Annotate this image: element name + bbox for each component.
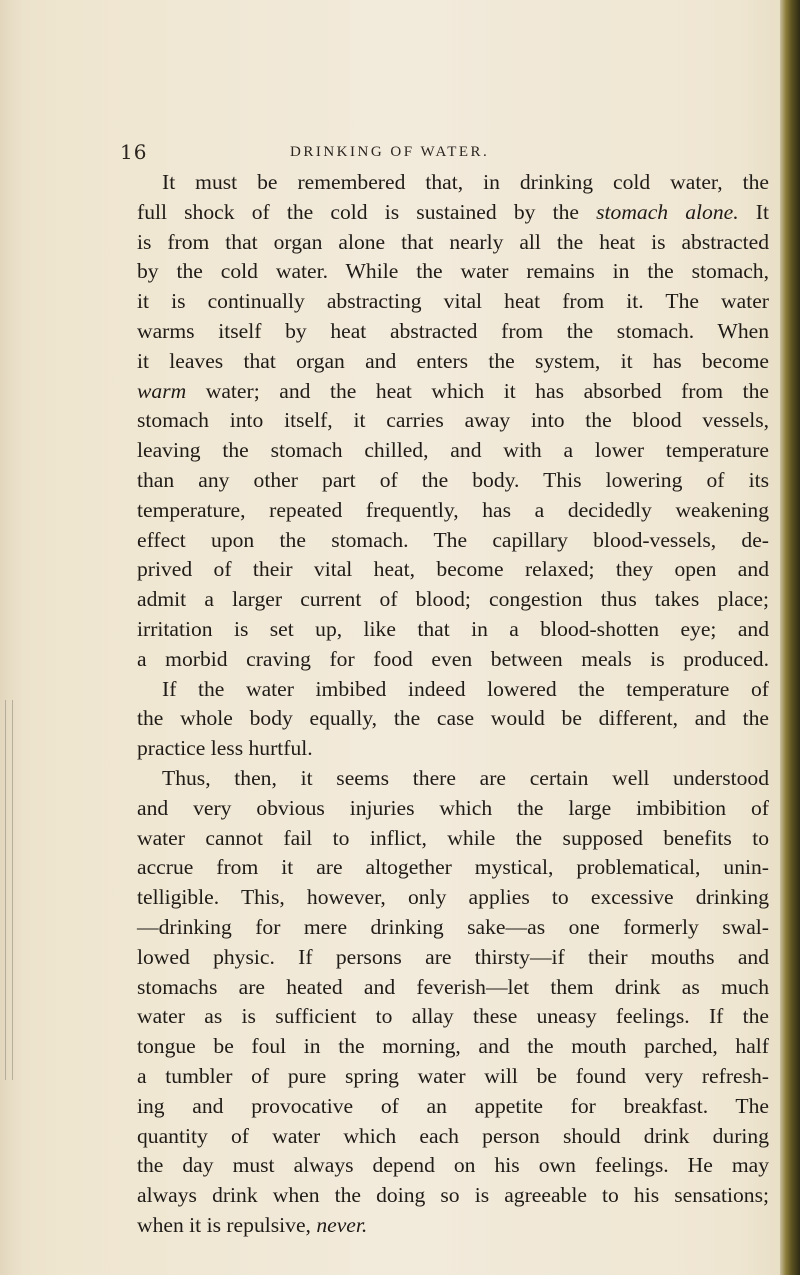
text-line: the whole body equally, the case would be different, and the bbox=[137, 706, 769, 731]
text-line: always drink when the doing so is agreeable to his sensations; bbox=[137, 1183, 769, 1208]
text-line: It must be remembered that, in drinking cold water, the bbox=[162, 170, 769, 194]
text-line: —drinking for mere drinking sake—as one formerly swal- bbox=[137, 914, 769, 939]
text-line: If the water imbibed indeed lowered the temperature of bbox=[162, 676, 769, 701]
edge-line bbox=[5, 700, 6, 1080]
text-line: tongue be foul in the morning, and the mouth parched, half bbox=[137, 1034, 769, 1059]
text-line: full shock of the cold is sustained by the stomach alone. It bbox=[137, 199, 769, 224]
text-line: and very obvious injuries which the large imbibition of bbox=[137, 795, 769, 820]
text-line: when it is repulsive, never. bbox=[137, 1212, 368, 1237]
text-line: a tumbler of pure spring water will be found very refresh- bbox=[137, 1063, 769, 1088]
text-line: admit a larger current of blood; congestion thus takes place; bbox=[137, 587, 769, 612]
text-line: irritation is set up, like that in a blood-shotten eye; and bbox=[137, 616, 769, 641]
text-line: effect upon the stomach. The capillary blood-vessels, de- bbox=[137, 527, 769, 552]
text-line: by the cold water. While the water remains in the stomach, bbox=[137, 259, 769, 284]
page-left-edge bbox=[0, 0, 22, 1275]
text-line: ing and provocative of an appetite for breakfast. The bbox=[137, 1093, 769, 1118]
emphasis-text: warm bbox=[137, 378, 187, 403]
text-line: it leaves that organ and enters the system, it has become bbox=[137, 348, 769, 373]
text-line: accrue from it are altogether mystical, problematical, unin- bbox=[137, 855, 769, 880]
text-line: it is continually abstracting vital heat from it. The water bbox=[137, 289, 769, 314]
text-line: temperature, repeated frequently, has a decidedly weakening bbox=[137, 497, 769, 522]
text-line: warms itself by heat abstracted from the stomach. When bbox=[137, 318, 769, 343]
text-line: Thus, then, it seems there are certain well understood bbox=[162, 765, 769, 790]
text-line: than any other part of the body. This lowering of its bbox=[137, 467, 769, 492]
running-head-title: DRINKING OF WATER. bbox=[290, 144, 490, 160]
text-line: a morbid craving for food even between meals is produced. bbox=[137, 646, 769, 671]
text-line: the day must always depend on his own feelings. He may bbox=[137, 1153, 769, 1178]
text-line: prived of their vital heat, become relaxed; they open and bbox=[137, 557, 769, 582]
book-binding-edge bbox=[780, 0, 800, 1275]
running-head bbox=[0, 140, 800, 170]
text-line: stomachs are heated and feverish—let them drink as much bbox=[137, 974, 769, 999]
edge-line bbox=[12, 700, 13, 1080]
text-line: warm water; and the heat which it has absorbed from the bbox=[137, 378, 769, 403]
text-line: water cannot fail to inflict, while the supposed benefits to bbox=[137, 825, 769, 850]
text-line: leaving the stomach chilled, and with a lower temperature bbox=[137, 438, 769, 463]
emphasis-text: never. bbox=[316, 1212, 368, 1237]
text-line: practice less hurtful. bbox=[137, 736, 313, 761]
emphasis-text: stomach alone. bbox=[596, 199, 739, 224]
text-line: stomach into itself, it carries away into the blood vessels, bbox=[137, 408, 769, 433]
text-line: is from that organ alone that nearly all the heat is abstracted bbox=[137, 229, 769, 254]
body-text bbox=[137, 168, 769, 1241]
text-line: lowed physic. If persons are thirsty—if their mouths and bbox=[137, 944, 769, 969]
text-line: telligible. This, however, only applies to excessive drinking bbox=[137, 885, 769, 910]
text-line: quantity of water which each person should drink during bbox=[137, 1123, 769, 1148]
page-number: 16 bbox=[120, 140, 148, 164]
text-line: water as is sufficient to allay these uneasy feelings. If the bbox=[137, 1004, 769, 1029]
